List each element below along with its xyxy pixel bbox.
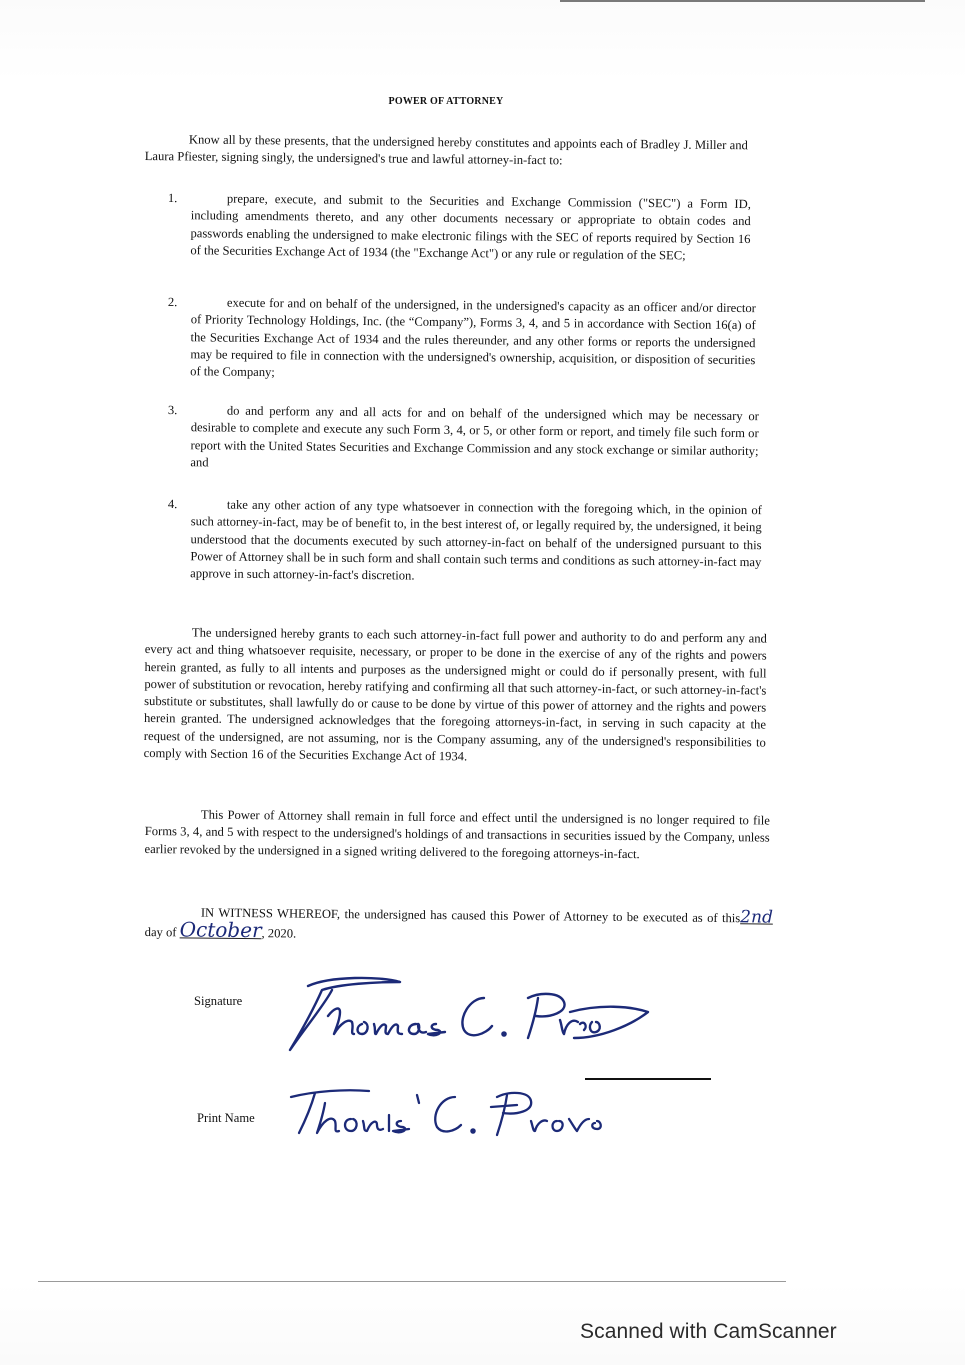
camscanner-watermark: Scanned with CamScanner [580, 1320, 837, 1343]
document-title: POWER OF ATTORNEY [388, 96, 504, 107]
item-text: do and perform any and all acts for and on behalf of the undersigned which may be necessary or desirable to complete and execute any such Form 3, 4, or 5, or other form or report, and timely file such form or report with the United States Securities and Exchange Commission and any stock exchange or similar authority; and [190, 403, 759, 470]
item-number: 3. [167, 402, 178, 418]
witness-paragraph [145, 903, 773, 948]
item-number: 4. [167, 496, 178, 512]
item-text: take any other action of any type whatsoever in connection with the foregoing which, in the opinion of such attorney-in-fact, may be of benefit to, in the best interest of, or legally required by, the undersigned, it being understood that the documents executed by such attorney-in-fact on behalf of the undersigned pursuant to this Power of Attorney shall be in such form and shall contain such terms and conditions as such attorney-in-fact may approve in such attorney-in-fact's discretion. [190, 497, 762, 583]
item-text: prepare, execute, and submit to the Securities and Exchange Commission ("SEC") a Form ID, including amendments thereto, and any other documents necessary or appropriate to obtain codes and passwords enabling the undersigned to make electronic filings with the SEC of reports required by Section 16 of the Securities Exchange Act of 1934 (the "Exchange Act") or any rule or regulation of the SEC; [190, 191, 751, 263]
item-number: 1. [167, 190, 178, 206]
print-name-label: Print Name [197, 1111, 255, 1125]
remain-in-force-paragraph: This Power of Attorney shall remain in full force and effect until the undersigned is no longer required to file Forms 3, 4, and 5 with respect to the undersigned's holdings of and transactions in securities issued by the Company, unless earlier revoked by the undersigned in a signed writing delivered to the foregoing attorneys-in-fact. [144, 807, 770, 861]
handwritten-day: 2nd [740, 907, 773, 928]
item-text: execute for and on behalf of the undersigned, in the undersigned's capacity as an officer and/or director of Priority Technology Holdings, Inc. (the “Company”), Forms 3, 4, and 5 in accordance with Section 16(a) of the Securities Exchange Act of 1934 and the rules thereunder, and any other forms or reports the undersigned may be required to file in connection with the undersigned's ownership, acquisition, or disposition of securities of the Company; [190, 295, 756, 380]
scan-edge-top [560, 0, 925, 2]
grants-paragraph: The undersigned hereby grants to each such attorney-in-fact full power and authority to do and perform any and every act and thing whatsoever requisite, necessary, or proper to be done in the exercise of any of the rights and powers herein granted, as fully to all intents and purposes as the undersigned might or could do if personally present, with full power of substitution or revocation, hereby ratifying and confirming all that such attorney-in-fact, or such attorney-in-fact's substitute or substitutes, shall lawfully do or cause to be done by virtue of this power of attorney and the rights and powers herein granted. The undersigned acknowledges that the foregoing attorneys-in-fact, in serving in such capacity at the request of the undersigned, are not assuming, nor is the Company assuming, any of the undersigned's responsibilities to comply with Section 16 of the Securities Exchange Act of 1934. [143, 625, 767, 764]
handwritten-month: October [179, 917, 262, 943]
signature-image [270, 968, 660, 1063]
witness-tail: , 2020. [261, 926, 297, 941]
witness-lead: IN WITNESS WHEREOF, the undersigned has caused this Power of Attorney to be executed as of this [200, 905, 741, 926]
signature-label: Signature [194, 994, 243, 1008]
witness-mid: day of [144, 925, 177, 940]
scan-edge-bottom [38, 1281, 786, 1282]
intro-paragraph: Know all by these presents, that the undersigned hereby constitutes and appoints each of Bradley J. Miller and Laura Pfiester, signing singly, the undersigned's true and lawful attorney-in-fact to: [144, 132, 748, 168]
printed-name-handwritten-image [285, 1075, 605, 1145]
item-number: 2. [167, 294, 178, 310]
